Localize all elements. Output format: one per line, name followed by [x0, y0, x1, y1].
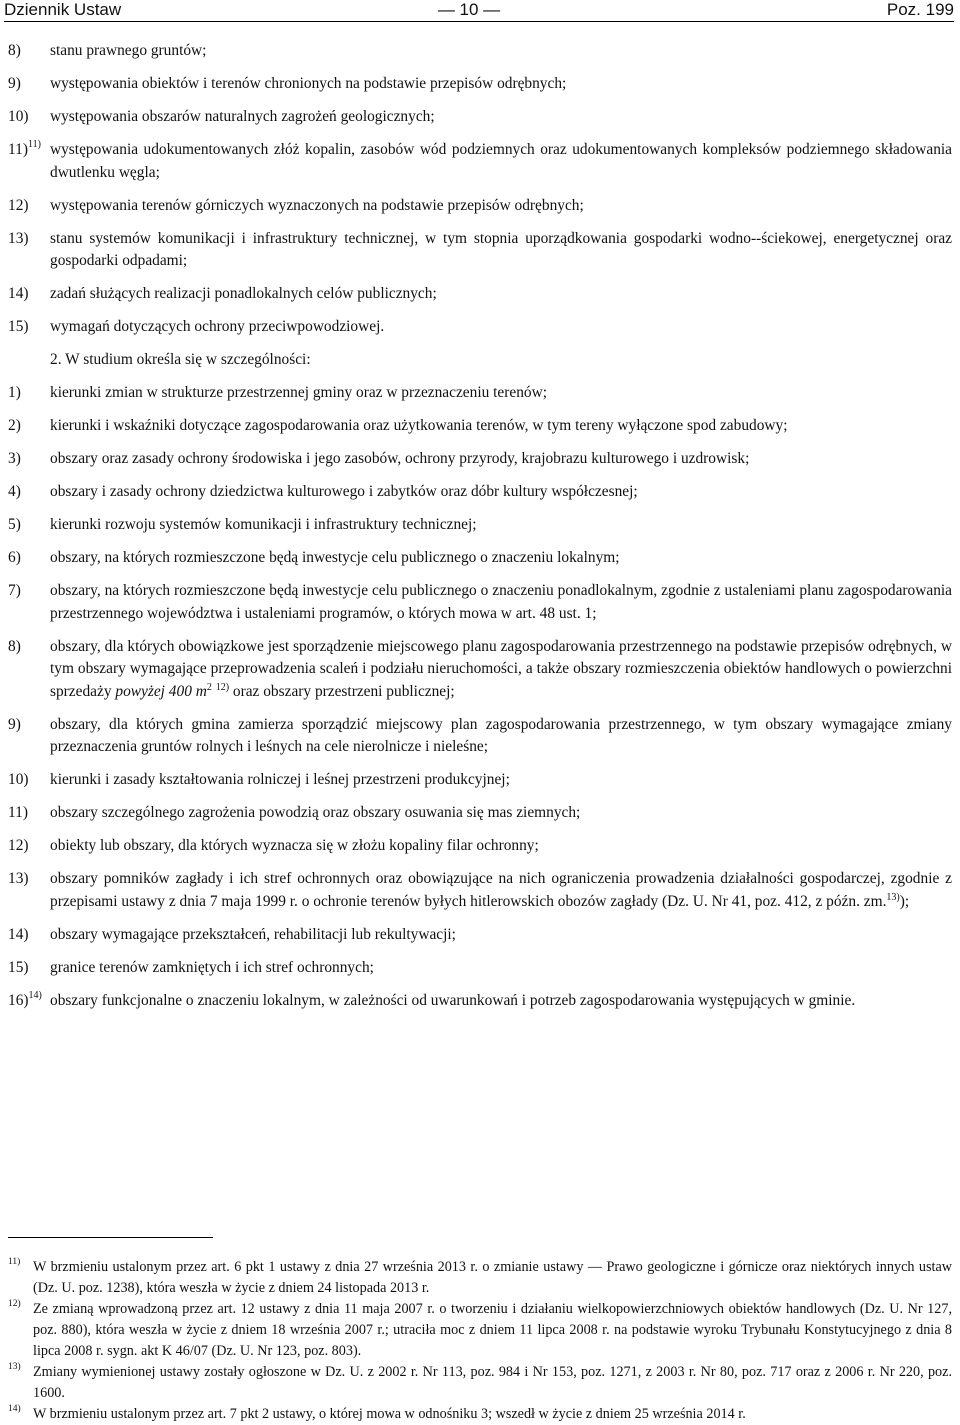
item-text: wymagań dotyczących ochrony przeciwpowodziowej.	[50, 318, 385, 335]
footnote-ref[interactable]: 13)	[886, 891, 900, 903]
footnote-ref[interactable]: 11)	[27, 139, 41, 150]
item-text: kierunki i zasady kształtowania rolniczej i leśnej przestrzeni produkcyjnej;	[50, 771, 510, 788]
item-text-b: oraz obszary przestrzeni publicznej;	[229, 682, 455, 700]
item-number: 2)	[8, 417, 21, 434]
item-number: 15)	[8, 318, 29, 335]
item-number: 3)	[8, 450, 21, 467]
list-item	[8, 139, 952, 184]
item-number: 1)	[8, 384, 21, 401]
item-number: 6)	[8, 549, 21, 566]
list-item	[8, 957, 952, 980]
footnote	[8, 1404, 952, 1425]
item-text: zadań służących realizacji ponadlokalnych celów publicznych;	[50, 285, 437, 302]
position-number: Poz. 199	[886, 0, 954, 19]
item-number: 12)	[8, 837, 29, 854]
journal-title: Dziennik Ustaw	[4, 0, 122, 19]
footnotes	[8, 1257, 952, 1425]
footnote-mark: 11)	[8, 1257, 21, 1267]
item-number: 5)	[8, 516, 21, 533]
list-item	[8, 868, 952, 913]
item-text-italic: powyżej 400 m	[115, 682, 207, 700]
document-body	[8, 40, 952, 1023]
item-text: występowania udokumentowanych złóż kopalin, zasobów wód podziemnych oraz udokumentowanych kompleksów podziemnego składowania dwutlenku węgla;	[50, 141, 952, 181]
list-item	[8, 228, 952, 273]
footnote-text: Zmiany wymienionej ustawy zostały ogłoszone w Dz. U. z 2002 r. Nr 113, poz. 984 i Nr 153, poz. 1271, z 2003 r. Nr 80, poz. 717 oraz z 2006 r. Nr 220, poz. 1600.	[33, 1364, 952, 1401]
item-text: obszary, na których rozmieszczone będą inwestycje celu publicznego o znaczeniu ponadlokalnym, zgodnie z ustaleniami planu zagospodarowania przestrzennego województwa i ustaleniami programów, o których mowa w art. 48 ust. 1;	[50, 582, 952, 622]
item-text: stanu prawnego gruntów;	[50, 42, 207, 59]
list-item	[8, 415, 952, 438]
item-text: obszary funkcjonalne o znaczeniu lokalnym, w zależności od uwarunkowań i potrzeb zagospodarowania występujących w gminie.	[50, 991, 856, 1009]
list-item	[8, 636, 952, 704]
item-number: 4)	[8, 483, 21, 500]
footnote-ref[interactable]: 12)	[215, 681, 230, 693]
item-text: obszary oraz zasady ochrony środowiska i jego zasobów, ochrony przyrody, krajobrazu kulturowego i uzdrowisk;	[50, 450, 750, 467]
item-text-a: obszary pomników zagłady i ich stref ochronnych oraz obowiązujące na nich ograniczenia prowadzenia działalności gospodarczej, zgodnie z przepisami ustawy z dnia 7 maja 1999 r. o ochronie terenów byłych hitlerowskich obozów zagłady (Dz. U. Nr 41, poz. 412, z późn. zm.	[50, 870, 952, 910]
item-number: 8)	[8, 637, 21, 655]
item-number: 9)	[8, 75, 21, 92]
page-header	[0, 0, 960, 22]
footnote	[8, 1257, 952, 1299]
item-number: 8)	[8, 42, 21, 59]
list-item	[8, 106, 952, 129]
header-rule	[4, 21, 954, 22]
item-text: kierunki rozwoju systemów komunikacji i infrastruktury technicznej;	[50, 516, 477, 533]
footnote-mark: 13)	[8, 1362, 21, 1372]
list-item	[8, 382, 952, 405]
item-text: obszary i zasady ochrony dziedzictwa kulturowego i zabytków oraz dóbr kultury współczesnej;	[50, 483, 638, 500]
list-item	[8, 547, 952, 570]
superscript-2: 2	[206, 681, 212, 693]
list-item	[8, 40, 952, 63]
item-number: 14)	[8, 285, 29, 302]
item-text-b: );	[899, 892, 910, 910]
item-text: występowania terenów górniczych wyznaczonych na podstawie przepisów odrębnych;	[50, 196, 584, 214]
footnote-ref[interactable]: 14)	[28, 989, 42, 1001]
item-text: granice terenów zamkniętych i ich stref ochronnych;	[50, 958, 374, 976]
footnote-mark: 12)	[8, 1299, 21, 1309]
item-text: występowania obiektów i terenów chronionych na podstawie przepisów odrębnych;	[50, 75, 567, 92]
item-text: obszary wymagające przekształceń, rehabilitacji lub rekultywacji;	[50, 925, 456, 943]
item-number: 14)	[8, 925, 29, 943]
item-text: stanu systemów komunikacji i infrastruktury technicznej, w tym stopnia uporządkowania gospodarki wodno--ściekowej, energetycznej oraz gospodarki odpadami;	[50, 229, 952, 269]
list-item	[8, 769, 952, 792]
item-number: 11)$^{11)}$	[8, 139, 41, 158]
item-text: obszary szczególnego zagrożenia powodzią oraz obszary osuwania się mas ziemnych;	[50, 804, 581, 821]
list-item	[8, 580, 952, 625]
footnote-mark: 14)	[8, 1404, 21, 1414]
item-number: 12)	[8, 196, 29, 214]
item-text: występowania obszarów naturalnych zagrożeń geologicznych;	[50, 108, 435, 125]
footnote-text: Ze zmianą wprowadzoną przez art. 12 ustawy z dnia 11 maja 2007 r. o tworzeniu i działaniu wielkopowierzchniowych obiektów handlowych (Dz. U. Nr 127, poz. 880), która weszła w życie z dniem 18 września 2007 r.; utraciła moc z dniem 11 lipca 2008 r. na podstawie wyroku Trybunału Konstytucyjnego z dnia 8 lipca 2008 r. sygn. akt K 46/07 (Dz. U. Nr 123, poz. 803).	[33, 1301, 952, 1359]
list-item	[8, 481, 952, 504]
footnote	[8, 1362, 952, 1404]
footnote-text: W brzmieniu ustalonym przez art. 7 pkt 2 ustawy, o której mowa w odnośniku 3; wszedł w życie z dniem 25 września 2014 r.	[33, 1406, 746, 1422]
footnote-text: W brzmieniu ustalonym przez art. 6 pkt 1 ustawy z dnia 27 września 2013 r. o zmianie ustawy — Prawo geologiczne i górnicze oraz niektórych innych ustaw (Dz. U. poz. 1238), która weszła w życie z dniem 24 listopada 2013 r.	[33, 1259, 952, 1296]
list-item	[8, 514, 952, 537]
section-paragraph: 2. W studium określa się w szczególności:	[50, 351, 311, 368]
item-text: kierunki i wskaźniki dotyczące zagospodarowania oraz użytkowania terenów, w tym tereny wyłączone spod zabudowy;	[50, 417, 788, 434]
list-item	[8, 924, 952, 947]
page-number: — 10 —	[437, 0, 501, 19]
list-item	[8, 714, 952, 759]
item-number: 13)	[8, 229, 29, 247]
item-number: 10)	[8, 771, 29, 788]
list-item	[8, 990, 952, 1013]
item-text: obszary, na których rozmieszczone będą inwestycje celu publicznego o znaczeniu lokalnym;	[50, 549, 620, 566]
list-item	[8, 195, 952, 218]
item-number: 13)	[8, 870, 29, 887]
item-number: 9)	[8, 715, 21, 733]
list-item	[8, 283, 952, 306]
item-text-a: obszary, dla których obowiązkowe jest sporządzenie miejscowego planu zagospodarowania przestrzennego na podstawie przepisów odrębnych, w tym obszary wymagające przeprowadzenia scaleń i podziału nieruchomości, a także obszary rozmieszczenia obiektów handlowych o powierzchni sprzedaży	[50, 637, 952, 700]
item-number: 10)	[8, 108, 29, 125]
footnote	[8, 1299, 952, 1362]
item-number: 15)	[8, 958, 29, 976]
list-item	[8, 73, 952, 96]
item-text: obszary, dla których gmina zamierza sporządzić miejscowy plan zagospodarowania przestrzennego, w tym obszary wymagające zmiany przeznaczenia gruntów rolnych i leśnych na cele nierolnicze i nieleśne;	[50, 715, 952, 755]
list-item	[8, 316, 952, 339]
item-text: obiekty lub obszary, dla których wyznacza się w złożu kopaliny filar ochronny;	[50, 837, 539, 854]
footnote-separator	[8, 1237, 213, 1238]
item-number: 7)	[8, 582, 21, 599]
list-item	[8, 448, 952, 471]
list-item	[8, 802, 952, 825]
item-text: kierunki zmian w strukturze przestrzennej gminy oraz w przeznaczeniu terenów;	[50, 384, 547, 401]
item-number: 16)$^{14)}$	[8, 989, 42, 1009]
list-item	[8, 835, 952, 858]
item-number: 11)	[8, 804, 28, 821]
